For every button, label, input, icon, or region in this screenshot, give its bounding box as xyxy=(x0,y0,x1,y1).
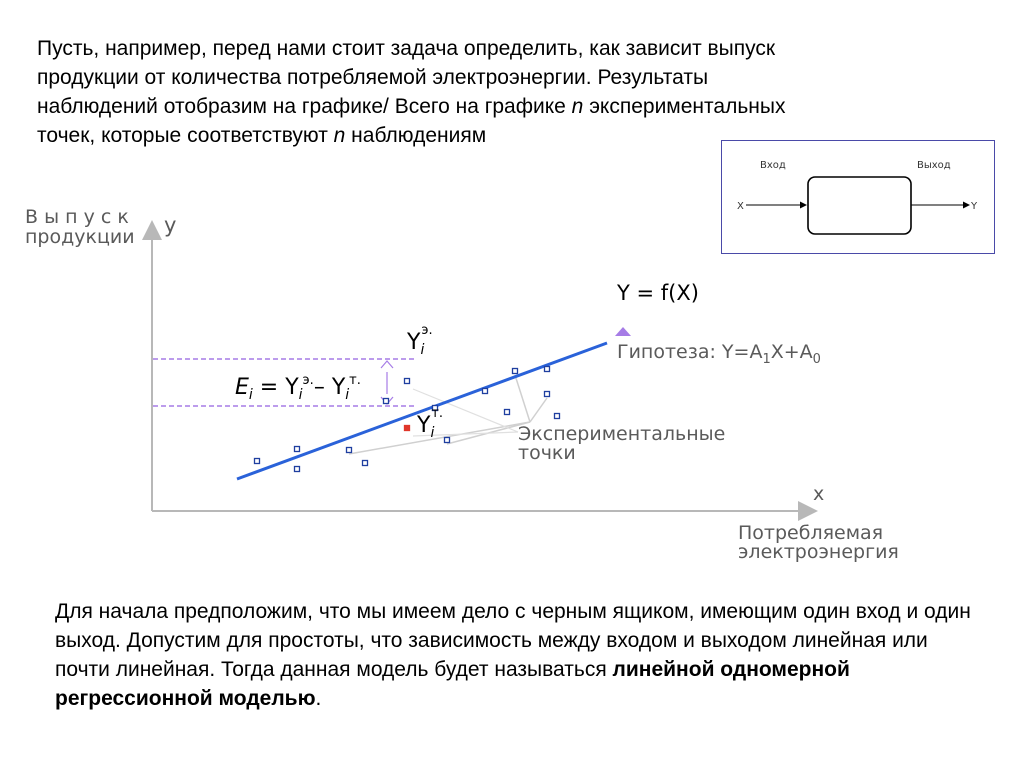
y-axis-symbol: y xyxy=(164,213,177,237)
data-point xyxy=(255,459,260,464)
intro-line: экспериментальных xyxy=(583,95,786,118)
yi-observed-label: $Y_iэ$. xyxy=(407,323,433,358)
conclusion-bold-term: линейной одномерной регрессионной моделью xyxy=(55,658,850,710)
conclusion-end: . xyxy=(315,687,322,710)
y-axis-title: В ы п у с к xyxy=(25,206,129,228)
data-point xyxy=(483,389,488,394)
input-x-label: X xyxy=(737,201,744,212)
error-formula: $E_i = Y_i^{э.}-$ $Y_i^{т.}$ xyxy=(235,373,361,403)
x-axis-title: Потребляемая xyxy=(738,522,884,544)
data-point xyxy=(363,461,368,466)
points-label: Экспериментальные xyxy=(518,423,726,445)
intro-line: наблюдений отобразим на графике/ Всего на графике xyxy=(37,95,572,118)
observed-point xyxy=(405,379,410,384)
data-point xyxy=(295,447,300,452)
intro-line: наблюдениям xyxy=(345,124,487,147)
data-point xyxy=(545,367,550,372)
data-point xyxy=(545,392,550,397)
yi-model-label: $Y_iт$. xyxy=(417,406,444,441)
data-point xyxy=(347,448,352,453)
data-point xyxy=(295,467,300,472)
point-pointer-line xyxy=(515,375,530,422)
hypothesis-label: Гипотеза: $Y=A_1X+A_0$ xyxy=(617,341,821,367)
point-pointer-line xyxy=(530,398,547,422)
data-point xyxy=(555,414,560,419)
model-point xyxy=(405,426,410,431)
data-point xyxy=(384,399,389,404)
intro-line: Пусть, например, перед нами стоит задача определить, как зависит выпуск xyxy=(37,37,776,60)
line-label: Y = f(X) xyxy=(617,281,699,305)
output-label: Выход xyxy=(917,160,951,171)
intro-line: точек, которые соответствуют xyxy=(37,124,334,147)
n-symbol: n xyxy=(571,95,584,118)
hypothesis-marker xyxy=(615,327,631,336)
conclusion-paragraph xyxy=(55,597,985,713)
n-symbol: n xyxy=(333,124,346,147)
input-label: Вход xyxy=(760,160,786,171)
data-point xyxy=(445,438,450,443)
error-arrow-head-up xyxy=(381,361,393,368)
intro-line: продукции от количества потребляемой электроэнергии. Результаты xyxy=(37,66,709,89)
data-point xyxy=(513,369,518,374)
y-axis-title: продукции xyxy=(25,226,135,248)
conclusion-text: Для начала предположим, что мы имеем дело с черным ящиком, имеющим один вход и один выход. Допустим для простоты, что зависимость между входом и выходом линейная или почти линейная. Тогда данная модель будет называться xyxy=(55,600,971,681)
data-point xyxy=(505,410,510,415)
output-y-label: Y xyxy=(971,201,978,212)
x-axis-title: электроэнергия xyxy=(738,541,899,563)
x-axis-symbol: x xyxy=(813,483,825,505)
points-label: точки xyxy=(518,442,576,464)
